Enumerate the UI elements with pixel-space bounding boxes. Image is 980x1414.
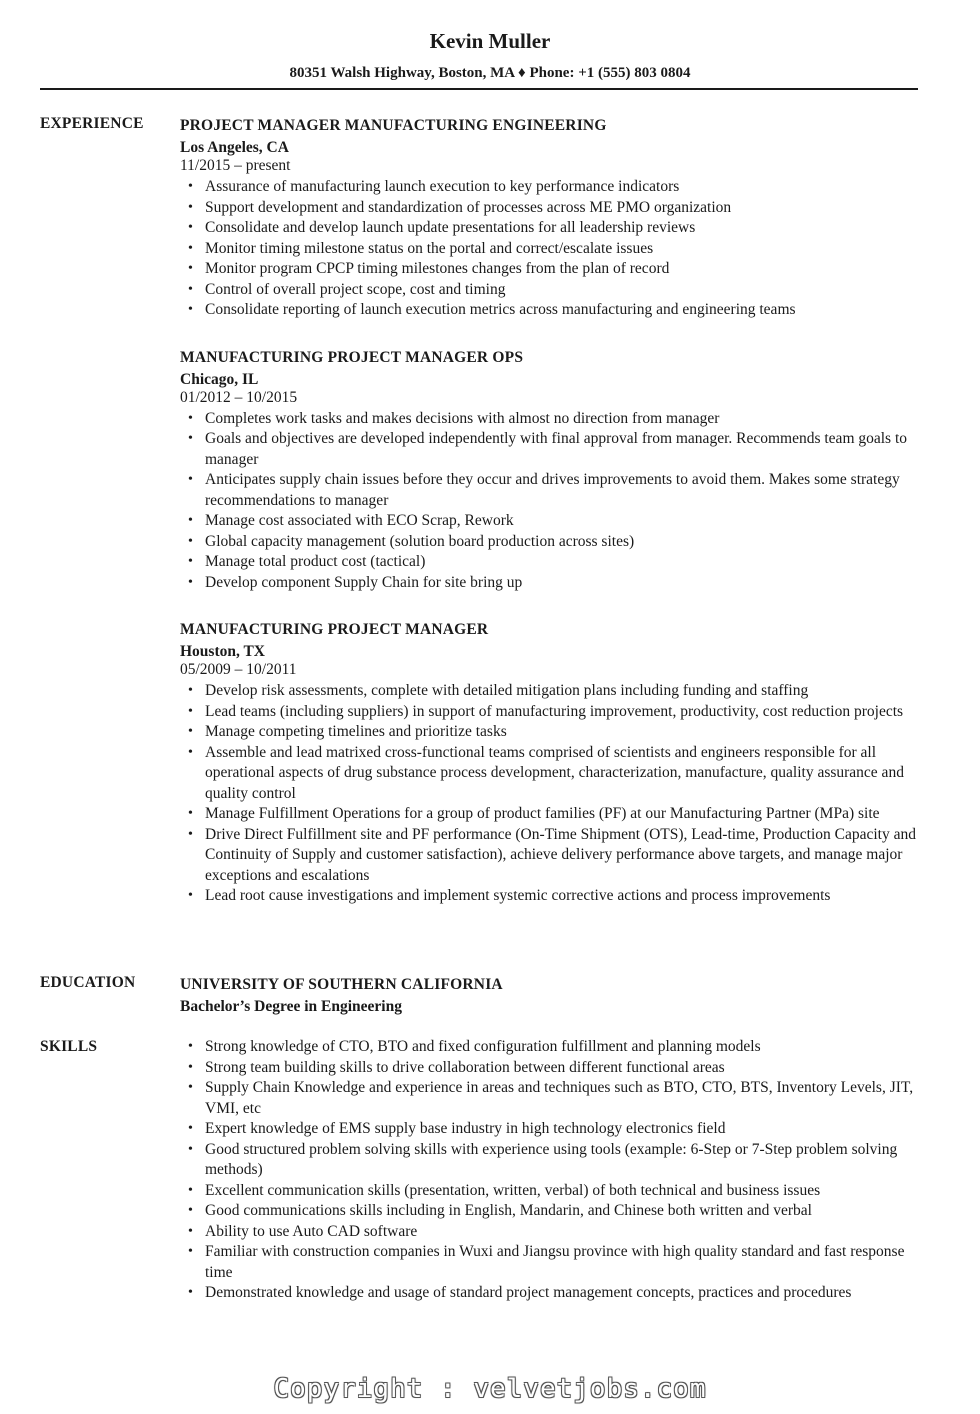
- job-dates: 05/2009 – 10/2011: [180, 661, 297, 678]
- bullet-item: • Control of overall project scope, cost and timing: [180, 280, 930, 301]
- job-dates: 01/2012 – 10/2015: [180, 388, 298, 406]
- job-bullets: [180, 681, 930, 907]
- education-body: [180, 973, 930, 1017]
- skill-item: • Strong team building skills to drive collaboration between different functional areas: [180, 1058, 930, 1079]
- job-title: MANUFACTURING PROJECT MANAGER: [180, 621, 489, 638]
- bullet-item: • Lead teams (including suppliers) in support of manufacturing improvement, productivity, cost reduction projects: [180, 702, 930, 723]
- bullet-item: • Support development and standardization of processes across ME PMO organization: [180, 198, 930, 219]
- bullet-item: • Develop component Supply Chain for site bring up: [180, 573, 930, 594]
- skill-item: • Demonstrated knowledge and usage of standard project management concepts, practices and procedures: [180, 1283, 930, 1304]
- job-location: Chicago, IL: [180, 370, 259, 388]
- bullet-item: • Assemble and lead matrixed cross-functional teams comprised of scientists and engineers responsible for all operational aspects of drug substance process development, characterization, manufacture, quality assurance and quality control: [180, 743, 930, 805]
- skill-item: • Strong knowledge of CTO, BTO and fixed configuration fulfillment and planning models: [180, 1037, 930, 1058]
- bullet-item: • Consolidate reporting of launch execution metrics across manufacturing and engineering teams: [180, 300, 930, 321]
- section-label-skills: SKILLS: [40, 1038, 98, 1055]
- bullet-item: • Manage Fulfillment Operations for a group of product families (PF) at our Manufacturing Partner (MPa) site: [180, 804, 930, 825]
- job-bullets: [180, 177, 930, 321]
- bullet-item: • Anticipates supply chain issues before they occur and drives improvements to avoid them. Makes some strategy recommendations to manager: [180, 470, 930, 511]
- bullet-item: • Manage cost associated with ECO Scrap, Rework: [180, 511, 930, 532]
- candidate-name: Kevin Muller: [429, 29, 551, 53]
- bullet-item: • Global capacity management (solution board production across sites): [180, 532, 930, 553]
- bullet-item: • Manage total product cost (tactical): [180, 552, 930, 573]
- job-title: PROJECT MANAGER MANUFACTURING ENGINEERING: [180, 117, 607, 134]
- section-label-experience: EXPERIENCE: [40, 115, 144, 132]
- skills-body: [180, 1037, 930, 1304]
- job-entry: [180, 620, 930, 907]
- copyright-watermark: Copyright : velvetjobs.com: [273, 1374, 707, 1404]
- job-entry: [180, 348, 930, 594]
- skill-item: • Good structured problem solving skills with experience using tools (example: 6-Step or 7-Step problem solving methods): [180, 1140, 930, 1181]
- section-label-education: EDUCATION: [40, 974, 136, 991]
- bullet-item: • Manage competing timelines and prioritize tasks: [180, 722, 930, 743]
- bullet-item: • Assurance of manufacturing launch execution to key performance indicators: [180, 177, 930, 198]
- resume-header: [0, 28, 980, 83]
- education-degree: Bachelor’s Degree in Engineering: [180, 998, 402, 1015]
- bullet-item: • Lead root cause investigations and implement systemic corrective actions and process improvements: [180, 886, 930, 907]
- job-bullets: [180, 409, 930, 594]
- job-location: Los Angeles, CA: [180, 139, 289, 156]
- job-entry: [180, 116, 930, 321]
- skill-item: • Familiar with construction companies in Wuxi and Jiangsu province with high quality standard and fast response time: [180, 1242, 930, 1283]
- bullet-item: • Completes work tasks and makes decisions with almost no direction from manager: [180, 409, 930, 430]
- education-school: UNIVERSITY OF SOUTHERN CALIFORNIA: [180, 976, 503, 993]
- experience-list: [180, 114, 930, 934]
- bullet-item: • Drive Direct Fulfillment site and PF performance (On-Time Shipment (OTS), Lead-time, Production Capacity and Continuity of Supply and customer satisfaction), achieve delivery performance above targets, and manage major exceptions and escalations: [180, 825, 930, 887]
- skills-list: [180, 1037, 930, 1304]
- skill-item: • Supply Chain Knowledge and experience in areas and techniques such as BTO, CTO, BTS, Inventory Levels, JIT, VMI, etc: [180, 1078, 930, 1119]
- bullet-item: • Develop risk assessments, complete with detailed mitigation plans including funding and staffing: [180, 681, 930, 702]
- job-dates: 11/2015 – present: [180, 157, 291, 174]
- skill-item: • Good communications skills including in English, Mandarin, and Chinese both written and verbal: [180, 1201, 930, 1222]
- skill-item: • Ability to use Auto CAD software: [180, 1222, 930, 1243]
- job-title: MANUFACTURING PROJECT MANAGER OPS: [180, 348, 524, 366]
- bullet-item: • Consolidate and develop launch update presentations for all leadership reviews: [180, 218, 930, 239]
- job-location: Houston, TX: [180, 643, 265, 660]
- contact-line: 80351 Walsh Highway, Boston, MA ♦ Phone: +1 (555) 803 0804: [289, 65, 691, 81]
- bullet-item: • Monitor timing milestone status on the portal and correct/escalate issues: [180, 239, 930, 260]
- skill-item: • Expert knowledge of EMS supply base industry in high technology electronics field: [180, 1119, 930, 1140]
- skill-item: • Excellent communication skills (presentation, written, verbal) of both technical and business issues: [180, 1181, 930, 1202]
- header-divider: [40, 88, 918, 90]
- bullet-item: • Monitor program CPCP timing milestones changes from the plan of record: [180, 259, 930, 280]
- bullet-item: • Goals and objectives are developed independently with final approval from manager. Recommends team goals to manager: [180, 429, 930, 470]
